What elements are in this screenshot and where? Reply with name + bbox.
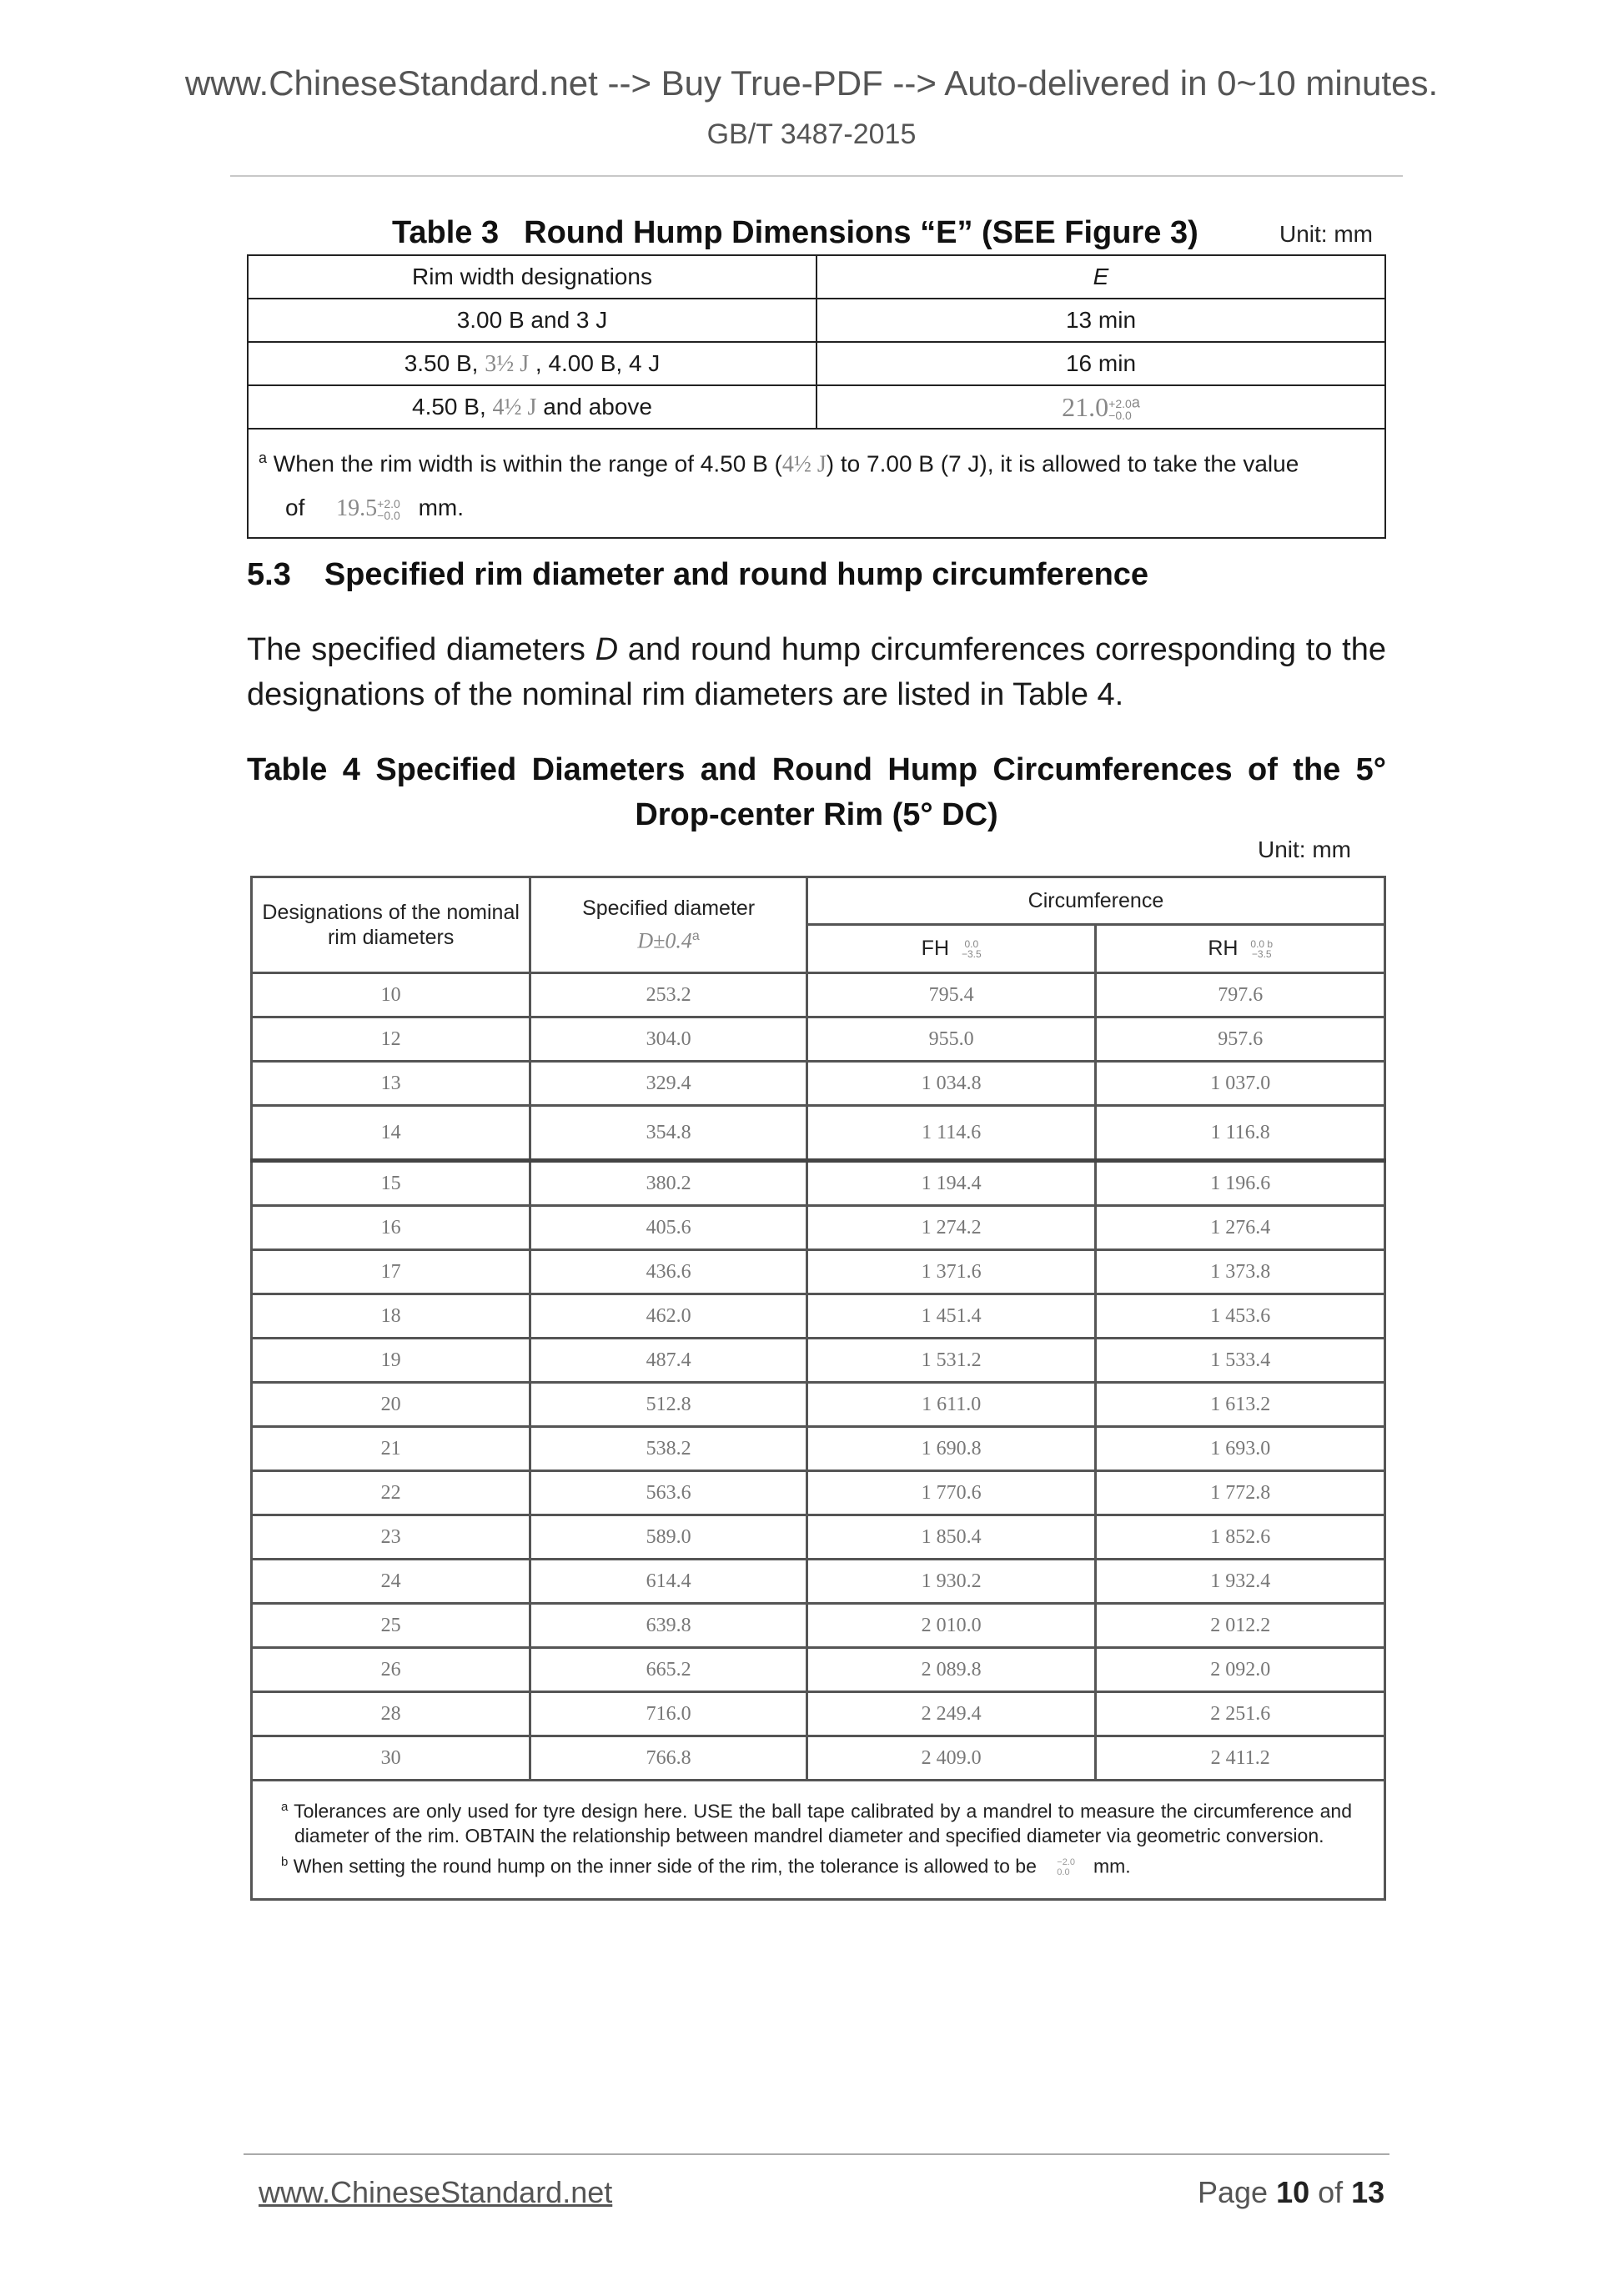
table-row <box>252 1206 1385 1250</box>
table4-col-circumference: Circumference <box>806 877 1384 925</box>
table-row <box>252 1560 1385 1604</box>
table4-cell-rh: 1 453.6 <box>1096 1294 1385 1339</box>
table-row <box>248 299 1385 342</box>
table-row <box>252 1106 1385 1161</box>
note-text: When the rim width is within the range of 4.50 B ( <box>267 450 782 477</box>
table-row <box>252 1648 1385 1692</box>
table4-cell-rh: 2 012.2 <box>1096 1604 1385 1648</box>
rim-fraction: 4½ J <box>492 394 537 420</box>
footnote-mark: b <box>281 1854 289 1869</box>
table3-note-row <box>248 429 1385 538</box>
table4-cell-rh: 1 037.0 <box>1096 1062 1385 1106</box>
current-page: 10 <box>1276 2175 1310 2209</box>
table4-col-diameter <box>530 877 807 973</box>
table4-cell-d: 28 <box>252 1692 530 1736</box>
tolerance-lower: 0.0 <box>1057 1867 1070 1878</box>
table4-cell-rh: 1 613.2 <box>1096 1383 1385 1427</box>
table4-cell-fh: 1 770.6 <box>806 1471 1096 1515</box>
table4-cell-d: 12 <box>252 1017 530 1062</box>
note-text: mm. <box>418 495 464 521</box>
table3 <box>247 254 1386 539</box>
table3-cell: 16 min <box>817 342 1385 385</box>
header-text: Specified diameter <box>582 897 756 921</box>
table4-notes <box>252 1781 1385 1900</box>
table3-cell-text: , 4.00 B, 4 J <box>535 349 661 376</box>
table4-cell-fh: 2 249.4 <box>806 1692 1096 1736</box>
table-row <box>248 342 1385 385</box>
tolerance-upper: 0.0 <box>964 938 979 951</box>
table4-cell-dia: 329.4 <box>530 1062 807 1106</box>
table4-cell-dia: 665.2 <box>530 1648 807 1692</box>
note-text: of <box>285 495 305 521</box>
table4-cell-dia: 716.0 <box>530 1692 807 1736</box>
table4-cell-rh: 2 411.2 <box>1096 1736 1385 1781</box>
table4-cell-dia: 462.0 <box>530 1294 807 1339</box>
table4-cell-dia: 405.6 <box>530 1206 807 1250</box>
footnote-mark: a <box>281 1800 289 1814</box>
table-row <box>252 1294 1385 1339</box>
table4-cell-fh: 2 409.0 <box>806 1736 1096 1781</box>
table4-title-line1: Table 4 Specified Diameters and Round Hump Circumferences of the 5° <box>247 752 1386 787</box>
tolerance <box>1108 398 1132 421</box>
table4-cell-fh: 1 034.8 <box>806 1062 1096 1106</box>
table4-cell-rh: 957.6 <box>1096 1017 1385 1062</box>
table4-cell-dia: 766.8 <box>530 1736 807 1781</box>
rim-fraction: 4½ J <box>781 451 827 478</box>
table4-cell-rh: 1 196.6 <box>1096 1161 1385 1206</box>
table4-note-b <box>281 1850 1352 1879</box>
tolerance <box>1057 1857 1075 1877</box>
diameter-tolerance: D±0.4 <box>637 928 692 953</box>
table4-cell-fh: 1 690.8 <box>806 1427 1096 1471</box>
table4-cell-fh: 1 451.4 <box>806 1294 1096 1339</box>
footnote-mark: a <box>691 929 700 944</box>
table3-col-e: E <box>817 255 1385 299</box>
note-text: ) to 7.00 B (7 J), it is allowed to take the value <box>826 450 1299 477</box>
table4-body <box>252 973 1385 1781</box>
table4-cell-dia: 639.8 <box>530 1604 807 1648</box>
table4-cell-fh: 1 531.2 <box>806 1339 1096 1383</box>
table4-cell-d: 14 <box>252 1106 530 1161</box>
table4-cell-dia: 253.2 <box>530 973 807 1017</box>
note-text: Tolerances are only used for tyre design here. USE the ball tape calibrated by a mandrel to measure the circumference and diameter of the rim. OBTAIN the relationship between mandrel diameter and specified diameter via geometric conversion. <box>288 1800 1352 1846</box>
table4-cell-fh: 955.0 <box>806 1017 1096 1062</box>
table4-cell-dia: 380.2 <box>530 1161 807 1206</box>
table3-cell: 13 min <box>817 299 1385 342</box>
table4-note-a <box>281 1795 1352 1848</box>
header-divider <box>230 175 1403 177</box>
table-row <box>252 1062 1385 1106</box>
table4-header-row <box>252 877 1385 925</box>
tolerance-lower: −3.5 <box>961 948 982 961</box>
table4-cell-fh: 1 194.4 <box>806 1161 1096 1206</box>
table4-cell-d: 22 <box>252 1471 530 1515</box>
paragraph-text: The specified diameters <box>247 632 595 667</box>
page-text: Page <box>1198 2175 1277 2209</box>
table-row <box>252 1250 1385 1294</box>
header-text: Designations of the nominal rim diameters <box>262 901 520 949</box>
table4-cell-rh: 1 772.8 <box>1096 1471 1385 1515</box>
table4-cell-d: 15 <box>252 1161 530 1206</box>
table3-caption: Round Hump Dimensions “E” (SEE Figure 3) <box>524 215 1198 250</box>
table3-title <box>392 215 1198 251</box>
table4-cell-fh: 1 114.6 <box>806 1106 1096 1161</box>
table4-cell-d: 18 <box>252 1294 530 1339</box>
table4-unit: Unit: mm <box>1258 837 1351 862</box>
table4-cell-d: 26 <box>252 1648 530 1692</box>
table4-cell-d: 23 <box>252 1515 530 1560</box>
table4-cell-d: 30 <box>252 1736 530 1781</box>
table4-cell-dia: 614.4 <box>530 1560 807 1604</box>
page-number <box>1198 2175 1384 2210</box>
table3-col-rim-width: Rim width designations <box>248 255 817 299</box>
tolerance-lower: −0.0 <box>1108 409 1132 423</box>
table4-notes-row <box>252 1781 1385 1900</box>
page-text: of <box>1309 2175 1352 2209</box>
header-text: FH <box>921 937 949 960</box>
tolerance <box>1250 939 1273 959</box>
table3-header-row <box>248 255 1385 299</box>
tolerance <box>962 939 982 959</box>
table4-cell-dia: 304.0 <box>530 1017 807 1062</box>
table-row <box>252 1383 1385 1427</box>
table4-cell-dia: 563.6 <box>530 1471 807 1515</box>
tolerance-upper: +2.0 <box>1108 397 1132 411</box>
table4-cell-fh: 1 611.0 <box>806 1383 1096 1427</box>
tolerance-lower: −3.5 <box>1251 948 1272 961</box>
table4-cell-d: 13 <box>252 1062 530 1106</box>
table4-cell-d: 20 <box>252 1383 530 1427</box>
footer-site-link[interactable]: www.ChineseStandard.net <box>259 2175 613 2209</box>
table3-label: Table 3 <box>392 215 500 250</box>
section-heading <box>247 557 1148 593</box>
table3-cell <box>817 385 1385 429</box>
footer-divider <box>244 2153 1389 2155</box>
header-banner: www.ChineseStandard.net --> Buy True-PDF --> Auto-delivered in 0~10 minutes. <box>184 63 1439 103</box>
table4-title-line2: Drop-center Rim (5° DC) <box>635 797 998 832</box>
table4-cell-dia: 512.8 <box>530 1383 807 1427</box>
table4-cell-fh: 1 850.4 <box>806 1515 1096 1560</box>
table4-cell-rh: 1 373.8 <box>1096 1250 1385 1294</box>
table4 <box>250 876 1386 1901</box>
table4-cell-dia: 589.0 <box>530 1515 807 1560</box>
table-row <box>252 1017 1385 1062</box>
table4-cell-d: 10 <box>252 973 530 1017</box>
table4-cell-rh: 1 932.4 <box>1096 1560 1385 1604</box>
table4-cell-fh: 1 930.2 <box>806 1560 1096 1604</box>
total-pages: 13 <box>1351 2175 1385 2209</box>
table-row <box>252 1427 1385 1471</box>
section-paragraph <box>247 627 1386 717</box>
table4-cell-rh: 1 533.4 <box>1096 1339 1385 1383</box>
tolerance-upper: −2.0 <box>1057 1857 1075 1868</box>
table4-cell-rh: 1 693.0 <box>1096 1427 1385 1471</box>
table4-col-fh <box>806 925 1096 973</box>
table3-note <box>248 429 1385 538</box>
table-row <box>252 973 1385 1017</box>
table4-cell-fh: 2 010.0 <box>806 1604 1096 1648</box>
table3-unit: Unit: mm <box>1279 221 1373 247</box>
table-row <box>252 1515 1385 1560</box>
table4-cell-d: 21 <box>252 1427 530 1471</box>
table3-cell-text: 4.50 B, <box>412 393 493 420</box>
note-text: mm. <box>1093 1855 1131 1877</box>
table4-cell-dia: 487.4 <box>530 1339 807 1383</box>
table3-cell-text: 3.50 B, <box>404 349 485 376</box>
table4-col-rh <box>1096 925 1385 973</box>
table-row <box>252 1471 1385 1515</box>
tolerance-lower: −0.0 <box>377 508 400 522</box>
header-text: RH <box>1208 937 1239 960</box>
table3-cell <box>248 342 817 385</box>
table-row <box>252 1736 1385 1781</box>
hump-value: 19.5 <box>336 495 378 522</box>
table4-title <box>247 747 1386 837</box>
table3-cell: 3.00 B and 3 J <box>248 299 817 342</box>
table-row <box>252 1339 1385 1383</box>
table4-cell-rh: 1 116.8 <box>1096 1106 1385 1161</box>
footnote-mark: a <box>259 450 268 466</box>
table-row <box>252 1161 1385 1206</box>
table4-cell-fh: 795.4 <box>806 973 1096 1017</box>
table4-cell-dia: 436.6 <box>530 1250 807 1294</box>
table3-cell <box>248 385 817 429</box>
table4-cell-rh: 2 251.6 <box>1096 1692 1385 1736</box>
tolerance <box>377 498 400 521</box>
table4-cell-d: 16 <box>252 1206 530 1250</box>
table3-cell-text: and above <box>543 393 652 420</box>
table4-cell-rh: 1 276.4 <box>1096 1206 1385 1250</box>
paragraph-symbol: D <box>595 632 619 667</box>
table4-cell-d: 25 <box>252 1604 530 1648</box>
table4-cell-dia: 354.8 <box>530 1106 807 1161</box>
table4-cell-fh: 1 274.2 <box>806 1206 1096 1250</box>
table4-cell-rh: 1 852.6 <box>1096 1515 1385 1560</box>
table4-cell-rh: 797.6 <box>1096 973 1385 1017</box>
section-title: Specified rim diameter and round hump circumference <box>324 557 1149 592</box>
table4-cell-d: 17 <box>252 1250 530 1294</box>
tolerance-upper-value: 0.0 <box>1250 938 1265 951</box>
footnote-mark: a <box>1131 394 1140 411</box>
table-row <box>252 1692 1385 1736</box>
table4-cell-rh: 2 092.0 <box>1096 1648 1385 1692</box>
table-row <box>248 385 1385 429</box>
table4-cell-dia: 538.2 <box>530 1427 807 1471</box>
table4-col-designation <box>252 877 530 973</box>
hump-value: 21.0 <box>1062 391 1109 422</box>
paragraph-text: and round hump circumferences corresponding to the designations of the nominal rim diameters are listed in Table 4. <box>247 632 1386 712</box>
table4-cell-d: 24 <box>252 1560 530 1604</box>
footnote-mark: b <box>1267 938 1274 951</box>
table4-cell-fh: 1 371.6 <box>806 1250 1096 1294</box>
note-text: When setting the round hump on the inner side of the rim, the tolerance is allowed to be <box>288 1855 1037 1877</box>
tolerance-upper: +2.0 <box>377 496 400 510</box>
table4-cell-d: 19 <box>252 1339 530 1383</box>
section-number: 5.3 <box>247 557 291 592</box>
rim-fraction: 3½ J <box>485 350 530 377</box>
table-row <box>252 1604 1385 1648</box>
standard-number: GB/T 3487-2015 <box>706 118 917 150</box>
table4-cell-fh: 2 089.8 <box>806 1648 1096 1692</box>
